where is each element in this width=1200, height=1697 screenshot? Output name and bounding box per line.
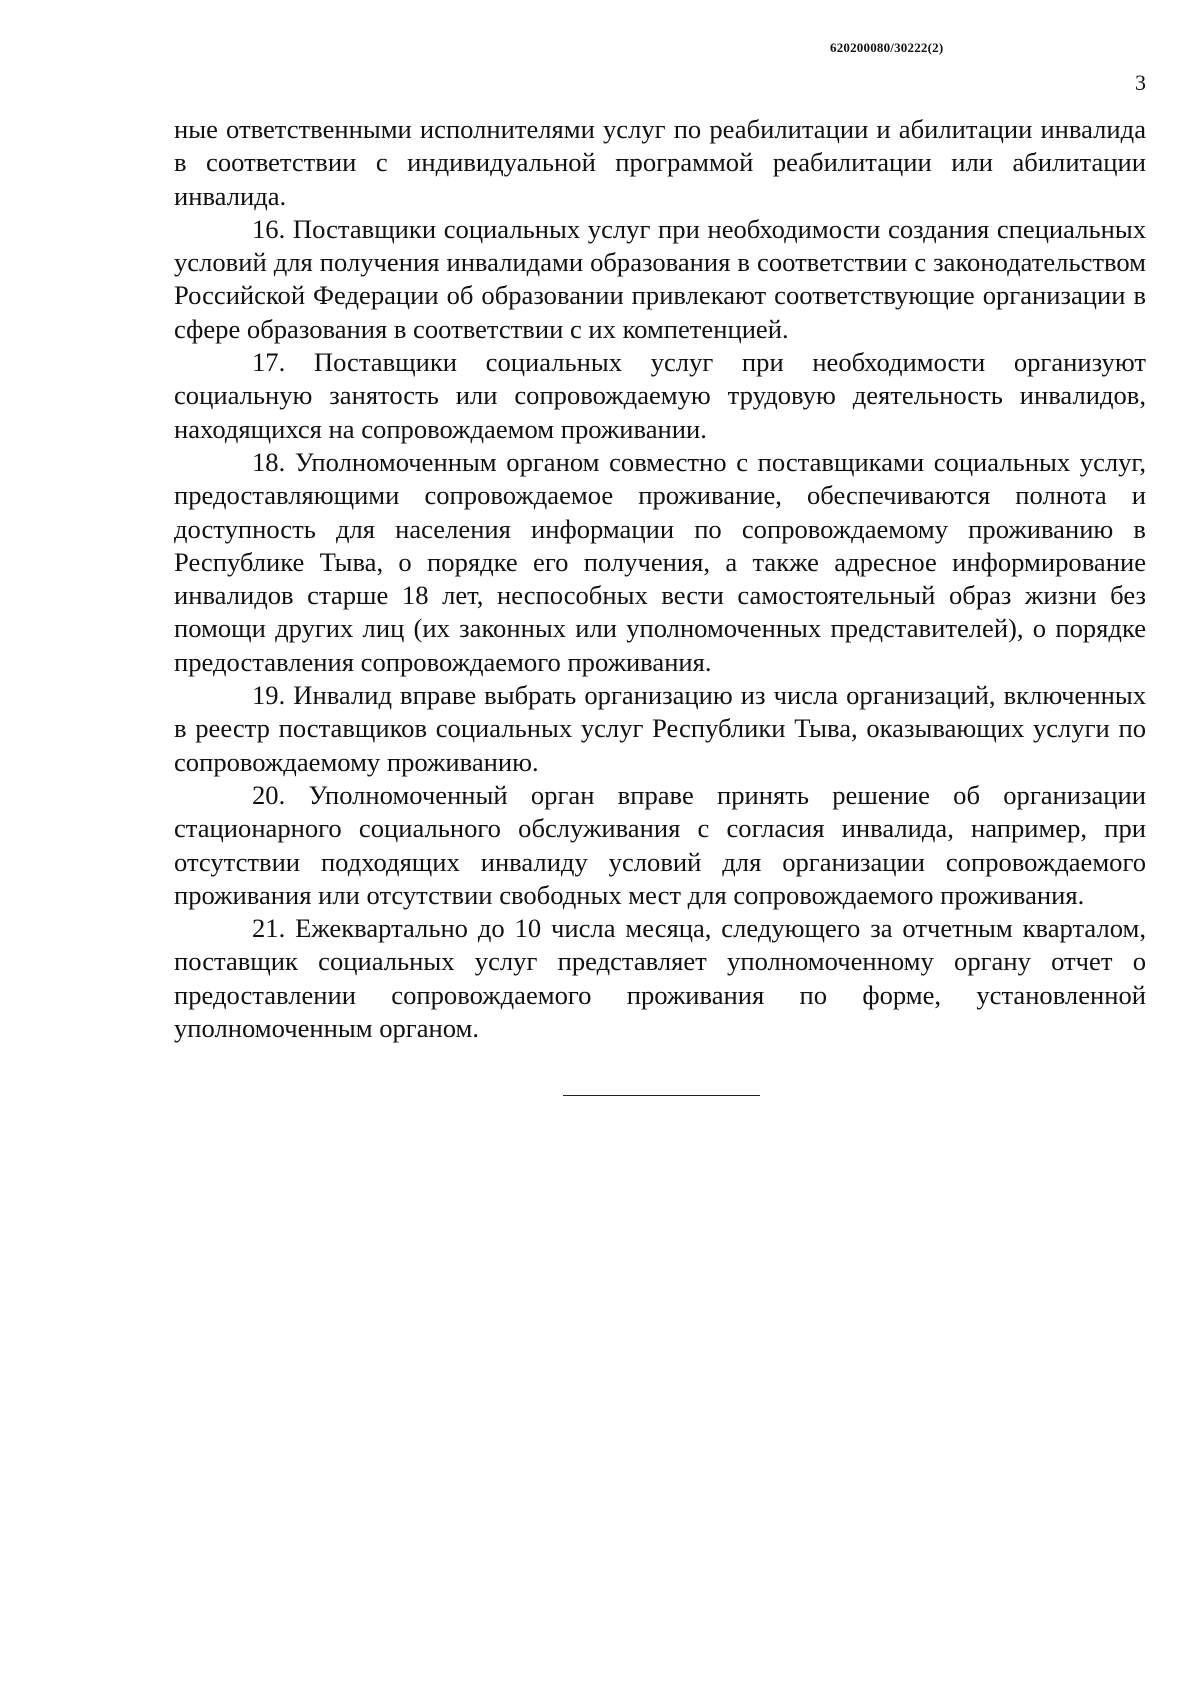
paragraph-17: 17. Поставщики социальных услуг при необходимости организуют социальную занятость или сопровождаемую трудовую деятельность инвалидов, находящихся на сопровождаемом проживании. — [174, 347, 1146, 444]
paragraph-18: 18. Уполномоченным органом совместно с поставщиками социальных услуг, предоставляющими сопровождаемое проживание, обеспечиваются полнота и доступность для населения информации по сопровождаемому проживанию в Республике Тыва, о порядке его получения, а также адресное информирование инвалидов старше 18 лет, неспособных вести самостоятельный образ жизни без помощи других лиц (их законных или уполномоченных представителей), о порядке предоставления сопровождаемого проживания. — [174, 446, 1146, 677]
paragraph-21: 21. Ежеквартально до 10 числа месяца, следующего за отчетным кварталом, поставщик социальных услуг представляет уполномоченному органу отчет о предоставлении сопровождаемого проживания по форме, установленной уполномоченным органом. — [174, 913, 1146, 1044]
paragraph-20: 20. Уполномоченный орган вправе принять решение об организации стационарного социального обслуживания с согласия инвалида, например, при отсутствии подходящих инвалиду условий для организации сопровождаемого проживания или отсутствии свободных мест для сопровождаемого проживания. — [174, 779, 1146, 910]
paragraph-16: 16. Поставщики социальных услуг при необходимости создания специальных условий для получения инвалидами образования в соответствии с законодательством Российской Федерации об образовании привлекают соответствующие организации в сфере образования в соответствии с их компетенцией. — [174, 213, 1146, 344]
end-separator-line — [563, 1095, 760, 1096]
document-body — [174, 113, 1146, 1045]
paragraph-19: 19. Инвалид вправе выбрать организацию из числа организаций, включенных в реестр поставщиков социальных услуг Республики Тыва, оказывающих услуги по сопровождаемому проживанию. — [174, 680, 1146, 777]
page-number: 3 — [1135, 70, 1146, 95]
document-registration-number: 620200080/30222(2) — [830, 40, 944, 55]
paragraph-continuation: ные ответственными исполнителями услуг по реабилитации и абилитации инвалида в соответствии с индивидуальной программой реабилитации или абилитации инвалида. — [174, 114, 1146, 211]
